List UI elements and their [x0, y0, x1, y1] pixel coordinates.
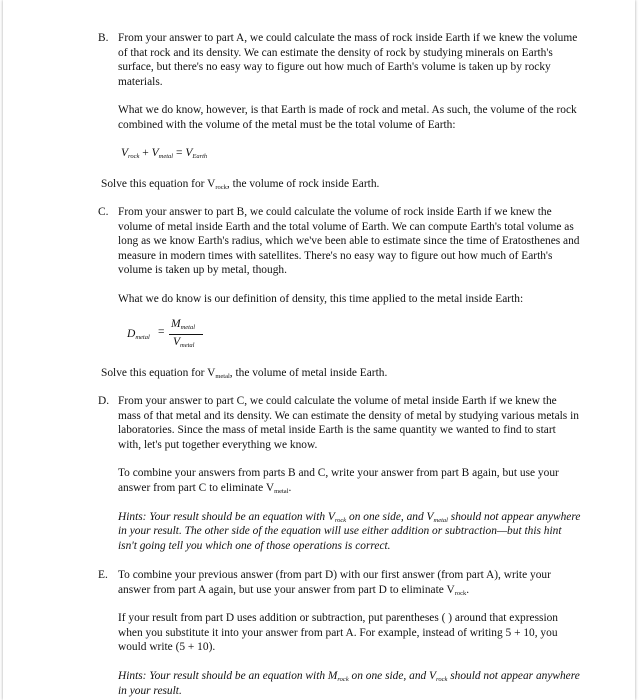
section-b-paragraph-2: What we do know, however, is that Earth is made of rock and metal. As such, the volume of the rock combined with the volume of the metal must be the total volume of Earth: — [118, 104, 577, 131]
section-c-paragraph-3: Solve this equation for $V_{metal}$, the volume of metal inside Earth. — [101, 367, 388, 380]
section-c-solve — [101, 366, 581, 381]
section-b-paragraph-3: Solve this equation for $V_{rock}$, the volume of rock inside Earth. — [101, 178, 380, 191]
section-letter: D. — [98, 395, 110, 407]
section-e-hint: Hints: Your result should be an equation with $M_{rock}$ on one side, and $V_{rock}$ should not appear anywhere in your result. — [118, 669, 580, 697]
section-d-paragraph-2: To combine your answers from parts B and C, write your answer from part B again, but use your answer from part C to eliminate $V_{metal}$. — [118, 467, 559, 495]
section-b-solve — [101, 177, 581, 192]
section-letter: C. — [98, 206, 109, 218]
section-e-paragraph-2: If your result from part D uses addition or subtraction, put parentheses ( ) around that expression when you substitute it into your answer from part A. For example, instead of writing 5 + 10, you would write (5 + 10). — [118, 612, 559, 654]
section-d — [98, 394, 581, 553]
section-letter: E. — [98, 569, 108, 581]
section-e — [98, 568, 581, 698]
section-d-paragraph-1: From your answer to part C, we could calculate the volume of metal inside Earth if we knew the mass of that metal and its density. We can estimate the density of metal by studying various metals in laboratories. Since the mass of metal inside Earth is the same quantity we wanted to find to start with, let's put together everything we know. — [118, 395, 579, 451]
section-b — [98, 31, 581, 133]
volume-equation: $V_{rock} + V_{metal} = V_{Earth}$ — [121, 147, 208, 160]
section-e-paragraph-1: To combine your previous answer (from part D) with our first answer (from part A), write your answer from part A again, but use your answer from part D to eliminate $V_{rock}$. — [118, 569, 551, 597]
section-b-paragraph-1: From your answer to part A, we could calculate the mass of rock inside Earth if we knew the volume of that rock and its density. We can estimate the density of rock by studying minerals on Earth's surface, but there's no easy way to figure out how much of Earth's volume is taken up by rocky materials. — [118, 32, 578, 88]
section-c-paragraph-2: What we do know is our definition of density, this time applied to the metal inside Earth: — [118, 292, 524, 305]
section-d-hint: Hints: Your result should be an equation with $V_{rock}$ on one side, and $V_{metal}$ should not appear anywhere in your result. The other side of the equation will use either addition or subtraction—but this hint isn't going tell you which one of those operations is correct. — [118, 510, 581, 552]
section-c — [98, 205, 581, 307]
section-c-paragraph-1: From your answer to part B, we could calculate the volume of rock inside Earth if we knew the volume of metal inside Earth and the total volume of Earth. We can compute Earth's total volume as long as we know Earth's radius, which we've been able to estimate since the time of Eratosthenes and measure in modern times with satellites. There's no easy way to figure out how much of Earth's volume is taken up by metal, though. — [118, 206, 580, 277]
section-letter: B. — [98, 32, 109, 44]
